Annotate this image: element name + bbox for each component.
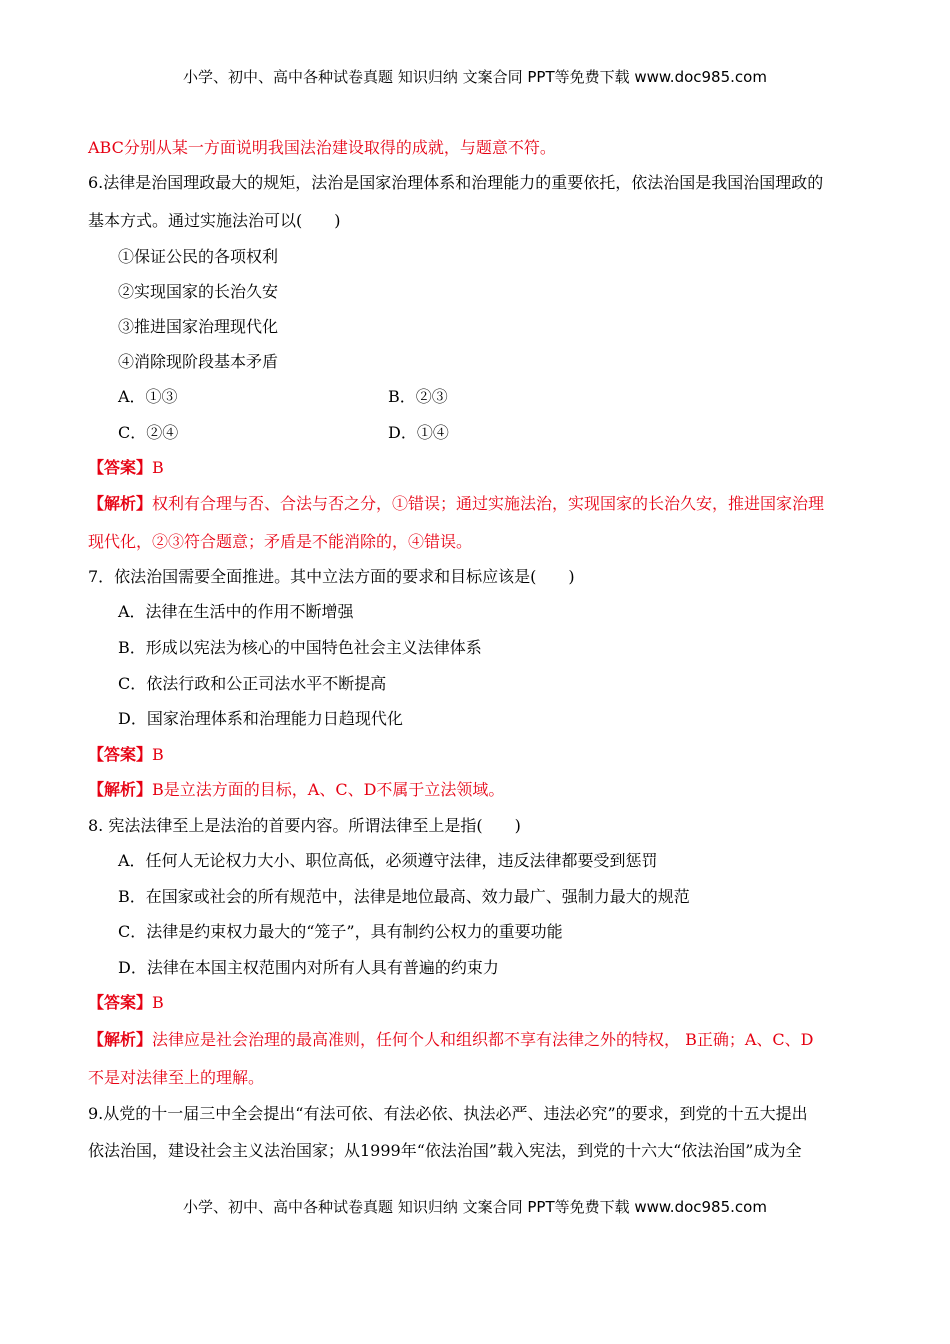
- prev-question-explanation: ABC分别从某一方面说明我国法治建设取得的成就，与题意不符。: [88, 138, 556, 157]
- page-footer: 小学、初中、高中各种试卷真题 知识归纳 文案合同 PPT等免费下载 www.doc985.com: [183, 1198, 767, 1216]
- question-6-option-a: A．①③: [118, 387, 178, 406]
- question-8-analysis-line-2: 不是对法律至上的理解。: [88, 1068, 265, 1087]
- question-6-item-4: ④消除现阶段基本矛盾: [118, 352, 279, 371]
- question-8-option-b: B．在国家或社会的所有规范中，法律是地位最高、效力最广、强制力最大的规范: [118, 887, 690, 906]
- answer-value: B: [152, 993, 164, 1012]
- analysis-text: 法律应是社会治理的最高准则，任何个人和组织都不享有法律之外的特权， B正确；A、C、D: [152, 1030, 814, 1049]
- question-6-analysis-line-1: [88, 493, 824, 515]
- question-6-answer: [88, 457, 164, 479]
- question-6-option-b: B．②③: [388, 387, 448, 406]
- question-8-stem: 8. 宪法法律至上是法治的首要内容。所谓法律至上是指( ): [88, 816, 521, 835]
- question-6-option-d: D．①④: [388, 423, 449, 442]
- answer-label: 【答案】: [88, 745, 153, 764]
- answer-value: B: [152, 458, 164, 477]
- question-8-option-c: C．法律是约束权力最大的“笼子”，具有制约公权力的重要功能: [118, 922, 563, 941]
- question-8-option-a: A．任何人无论权力大小、职位高低，必须遵守法律，违反法律都要受到惩罚: [118, 851, 658, 870]
- question-9-stem-line-1: 9.从党的十一届三中全会提出“有法可依、有法必依、执法必严、违法必究”的要求，到党的十五大提出: [88, 1104, 808, 1123]
- question-6-item-2: ②实现国家的长治久安: [118, 282, 279, 301]
- question-8-answer: [88, 992, 164, 1014]
- question-7-stem: 7．依法治国需要全面推进。其中立法方面的要求和目标应该是( ): [88, 567, 575, 586]
- question-6-item-1: ①保证公民的各项权利: [118, 247, 279, 266]
- question-6-stem-line-1: 6.法律是治国理政最大的规矩，法治是国家治理体系和治理能力的重要依托，依法治国是我国治国理政的: [88, 173, 824, 192]
- analysis-text: 权利有合理与否、合法与否之分，①错误；通过实施法治，实现国家的长治久安，推进国家治理: [152, 494, 825, 513]
- question-6-stem-line-2: 基本方式。通过实施法治可以( ): [88, 211, 341, 230]
- question-6-option-c: C．②④: [118, 423, 179, 442]
- question-7-analysis: [88, 779, 504, 801]
- answer-label: 【答案】: [88, 458, 153, 477]
- question-7-option-b: B．形成以宪法为核心的中国特色社会主义法律体系: [118, 638, 482, 657]
- question-6-item-3: ③推进国家治理现代化: [118, 317, 279, 336]
- question-9-stem-line-2: 依法治国，建设社会主义法治国家；从1999年“依法治国”载入宪法，到党的十六大“依法治国”成为全: [88, 1141, 802, 1160]
- analysis-label: 【解析】: [88, 494, 153, 513]
- question-7-option-d: D．国家治理体系和治理能力日趋现代化: [118, 709, 403, 728]
- question-7-option-c: C．依法行政和公正司法水平不断提高: [118, 674, 387, 693]
- answer-label: 【答案】: [88, 993, 153, 1012]
- question-8-analysis-line-1: [88, 1029, 814, 1051]
- analysis-label: 【解析】: [88, 780, 153, 799]
- question-6-analysis-line-2: 现代化，②③符合题意；矛盾是不能消除的，④错误。: [88, 532, 473, 551]
- question-8-option-d: D．法律在本国主权范围内对所有人具有普遍的约束力: [118, 958, 499, 977]
- answer-value: B: [152, 745, 164, 764]
- question-7-answer: [88, 744, 164, 766]
- analysis-label: 【解析】: [88, 1030, 153, 1049]
- analysis-text: B是立法方面的目标，A、C、D不属于立法领域。: [152, 780, 505, 799]
- question-7-option-a: A．法律在生活中的作用不断增强: [118, 602, 354, 621]
- page-header: 小学、初中、高中各种试卷真题 知识归纳 文案合同 PPT等免费下载 www.doc985.com: [183, 68, 767, 86]
